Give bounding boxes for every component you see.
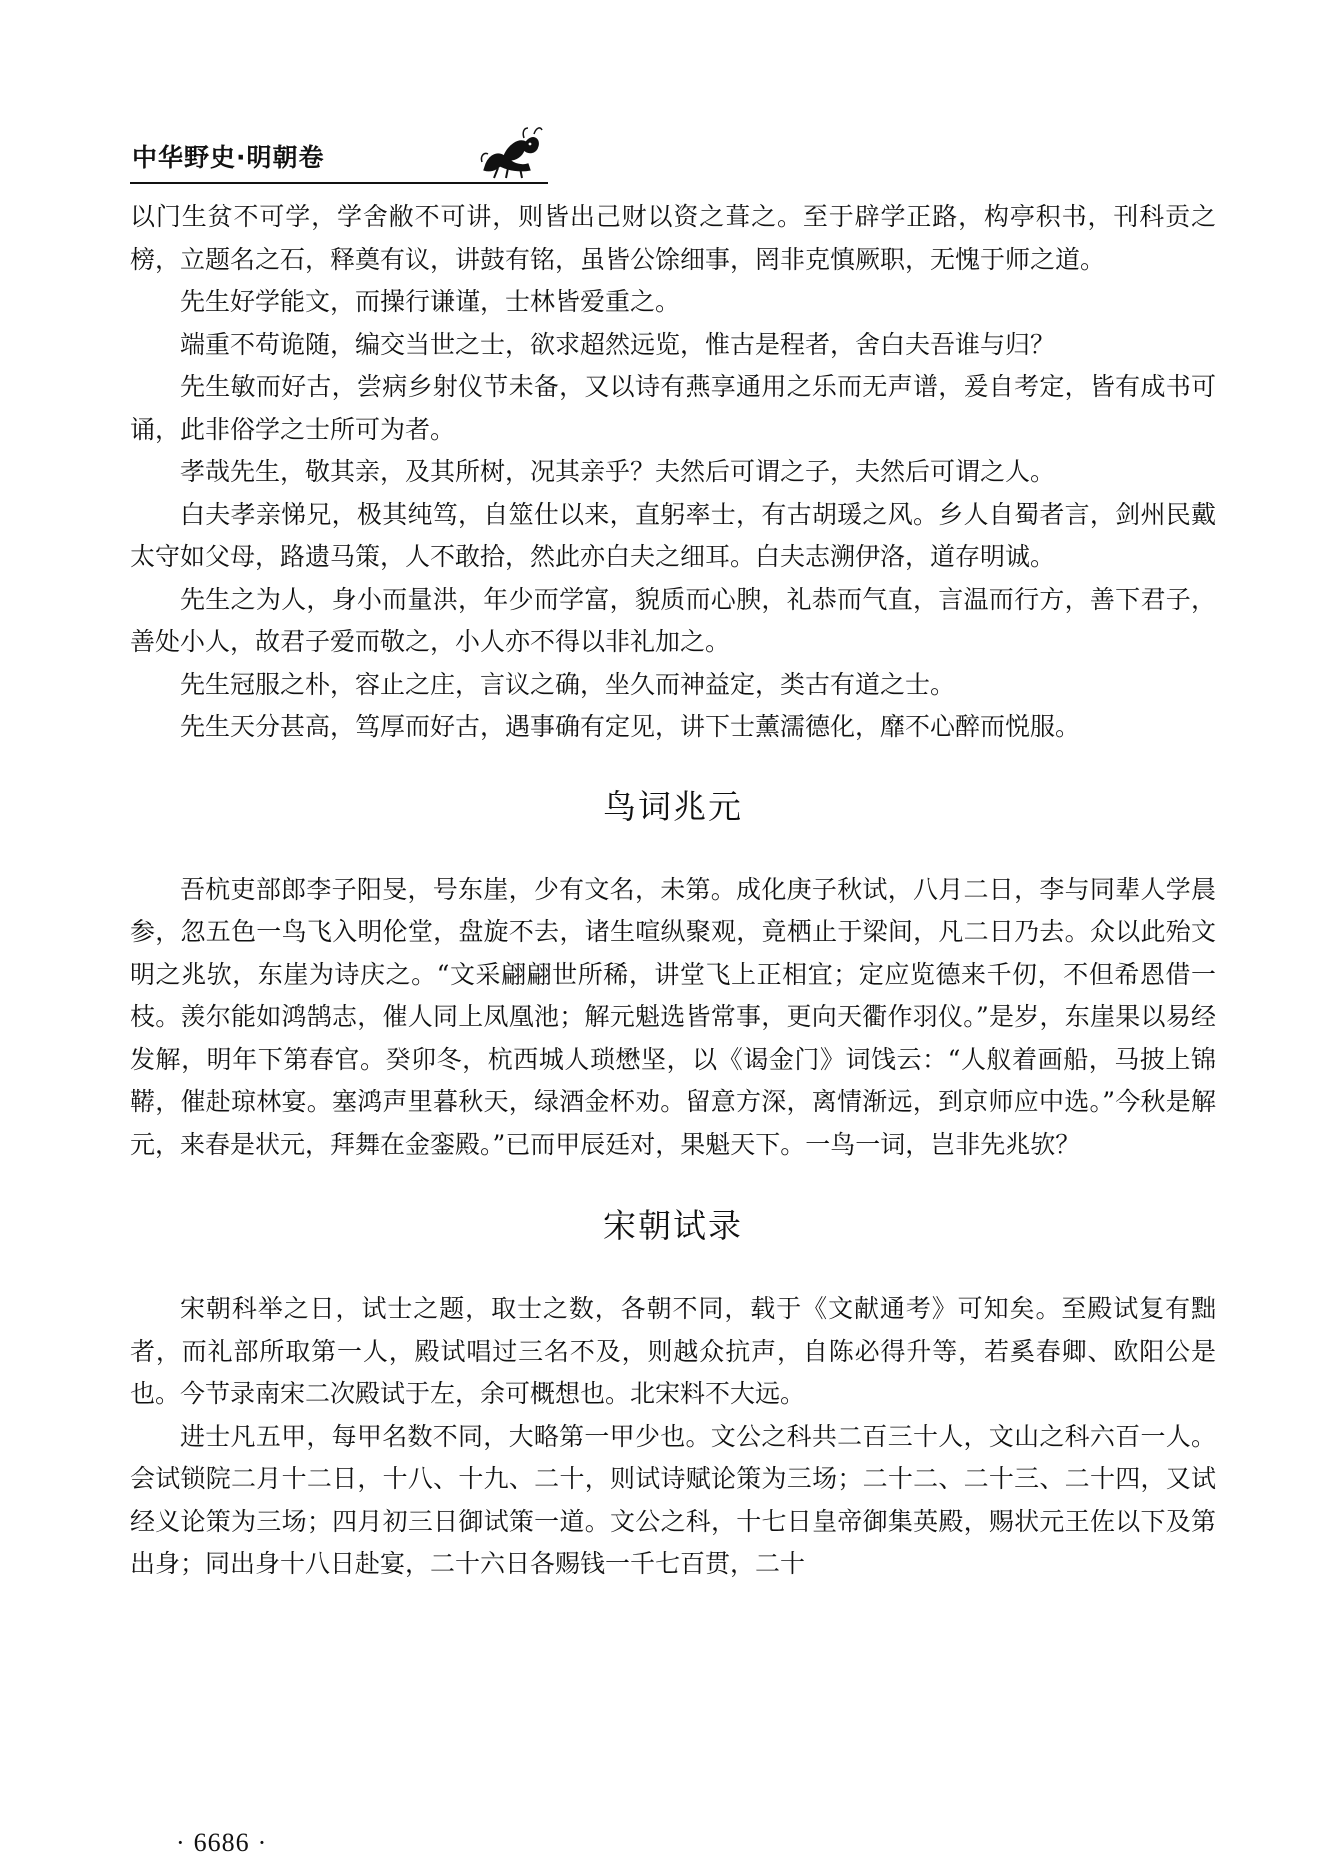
section-title-song-exams: 宋朝试录 xyxy=(603,1206,743,1245)
running-title: 中华野史·明朝卷 xyxy=(132,143,325,172)
page-number-dot-left: · xyxy=(176,1828,186,1857)
intro-paragraph-4: 先生敏而好古，尝病乡射仪节未备，又以诗有燕享通用之乐而无声谱，爰自考定，皆有成书可诵，此非俗学之士所可为者。 xyxy=(130,372,1216,444)
page-number-value: 6686 xyxy=(193,1828,250,1857)
intro-paragraph-8: 先生冠服之朴，容止之庄，言议之确，坐久而神益定，类古有道之士。 xyxy=(180,669,956,699)
intro-paragraph-3: 端重不苟诡随，编交当世之士，欲求超然远览，惟古是程者，舍白夫吾谁与归？ xyxy=(180,329,1056,359)
page-number-dot-right: · xyxy=(257,1828,268,1857)
intro-paragraph-2: 先生好学能文，而操行谦谨，士林皆爱重之。 xyxy=(180,287,681,316)
section-title-bird-omen: 鸟词兆元 xyxy=(603,786,743,826)
intro-paragraph-1: 以门生贫不可学，学舍敝不可讲，则皆出己财以资之葺之。至于辟学正路，构亭积书，刊科贡之榜，立题名之石，释奠有议，讲鼓有铭，虽皆公馀细事，罔非克慎厥职，无愧于师之道。 xyxy=(130,202,1216,274)
intro-paragraph-7: 先生之为人，身小而量洪，年少而学富，貌质而心腴，礼恭而气直，言温而行方，善下君子，善处小人，故君子爱而敬之，小人亦不得以非礼加之。 xyxy=(130,584,1216,656)
song-exams-paragraph-1: 宋朝科举之日，试士之题，取士之数，各朝不同，载于《文献通考》可知矣。至殿试复有黜者，而礼部所取第一人，殿试唱过三名不及，则越众抗声，自陈必得升等，若奚春卿、欧阳公是也。今节录南宋二次殿试于左，余可概想也。北宋料不大远。 xyxy=(130,1294,1216,1408)
dragon-emblem-icon xyxy=(478,124,544,180)
page-number xyxy=(168,1828,275,1858)
intro-paragraph-6: 白夫孝亲悌兄，极其纯笃，自筮仕以来，直躬率士，有古胡瑗之风。乡人自蜀者言，剑州民戴太守如父母，路遗马策，人不敢拾，然此亦白夫之细耳。白夫志溯伊洛，道存明诚。 xyxy=(130,499,1216,571)
intro-paragraph-5: 孝哉先生，敬其亲，及其所树，况其亲乎？夫然后可谓之子，夫然后可谓之人。 xyxy=(180,457,1056,486)
intro-paragraph-9: 先生天分甚高，笃厚而好古，遇事确有定见，讲下士薰濡德化，靡不心醉而悦服。 xyxy=(180,712,1081,741)
header-rule xyxy=(130,182,548,184)
running-header xyxy=(130,128,548,180)
song-exams-paragraph-2: 进士凡五甲，每甲名数不同，大略第一甲少也。文公之科共二百三十人，文山之科六百一人。会试锁院二月十二日，十八、十九、二十，则试诗赋论策为三场；二十二、二十三、二十四，又试经义论策为三场；四月初三日御试策一道。文公之科，十七日皇帝御集英殿，赐状元王佐以下及第出身；同出身十八日赴宴，二十六日各赐钱一千七百贯，二十 xyxy=(130,1421,1216,1578)
page-body xyxy=(130,196,1216,1586)
bird-omen-paragraph: 吾杭吏部郎李子阳旻，号东崖，少有文名，未第。成化庚子秋试，八月二日，李与同辈人学晨参，忽五色一鸟飞入明伦堂，盘旋不去，诸生喧纵聚观，竟栖止于梁间，凡二日乃去。众以此殆文明之兆欤，东崖为诗庆之。“文采翩翩世所稀，讲堂飞上正相宜；定应览德来千仞，不但希恩借一枝。羡尔能如鸿鹄志，催人同上凤凰池；解元魁选皆常事，更向天衢作羽仪。”是岁，东崖果以易经发解，明年下第春官。癸卯冬，杭西城人琐懋坚，以《谒金门》词饯云：“人舣着画船，马披上锦鞯，催赴琼林宴。塞鸿声里暮秋天，绿酒金杯劝。留意方深，离情渐远，到京师应中选。”今秋是解元，来春是状元，拜舞在金銮殿。”已而甲辰廷对，果魁天下。一鸟一词，岂非先兆欤？ xyxy=(130,874,1216,1159)
